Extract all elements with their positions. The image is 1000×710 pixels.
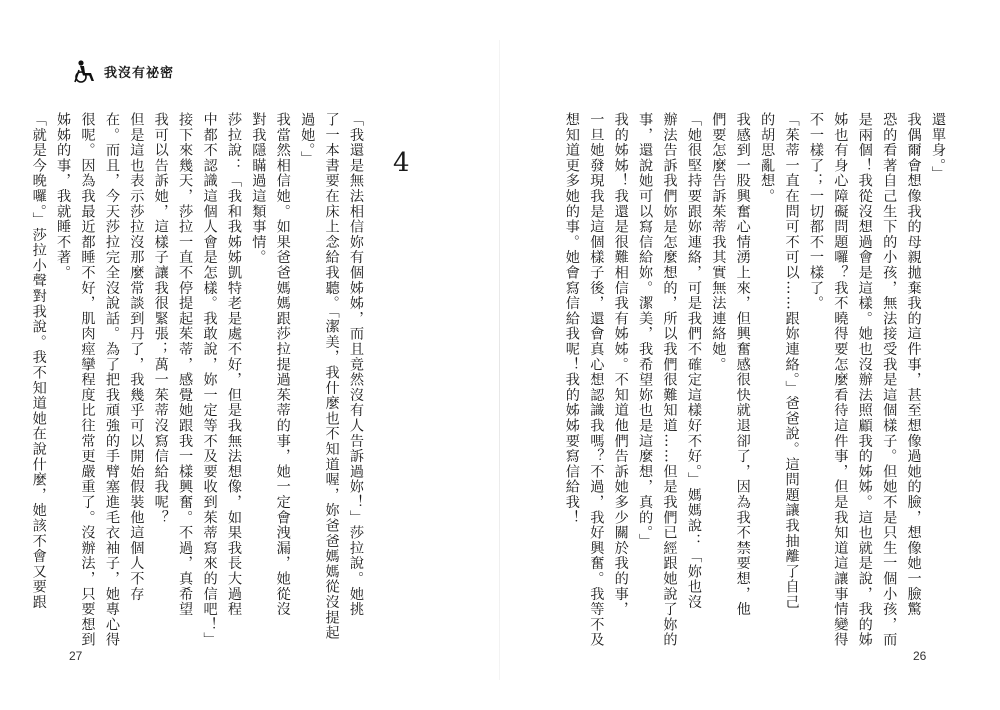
wheelchair-silhouette-icon	[72, 58, 98, 84]
text-line: 想知道更多她的事。她會寫信給我呢！我的姊姊要寫信給我！	[563, 112, 580, 526]
text-line: 接下來幾天，莎拉一直不停提起茱蒂，感覺她跟我一樣興奮。不過，真希望	[177, 112, 194, 617]
text-line: 「茱蒂一直在問可不可以……跟妳連絡。」爸爸說。這問題讓我抽離了自己	[783, 112, 800, 610]
text-line: 事，還說她可以寫信給妳。潔美，我希望妳也是這麼想，真的。」	[637, 112, 654, 549]
text-line: 們要怎麼告訴茱蒂我其實無法連絡她。	[710, 112, 727, 373]
text-line: 還單身。」	[930, 112, 946, 182]
page-number-left: 27	[69, 649, 83, 663]
text-line: 我可以告訴她，這樣子讓我很緊張；萬一茱蒂沒寫信給我呢？	[152, 112, 169, 526]
text-line: 一旦她發現我是這個樣子後，還會真心想認識我嗎？不過，我好興奮。我等不及	[588, 112, 605, 648]
page-number-right: 26	[913, 649, 927, 663]
text-line: 我偶爾會想像我的母親拋棄我的這件事，甚至想像過她的臉，想像她一臉驚	[905, 112, 922, 617]
text-line: 我當然相信她。如果爸爸媽媽跟莎拉提過茱蒂的事，她一定會洩漏，她從沒	[274, 112, 291, 617]
text-line: 我感到一股興奮心情湧上來，但興奮感很快就退卻了，因為我不禁要想，他	[734, 112, 751, 617]
page-gutter	[499, 40, 500, 680]
text-line: 是兩個！我從沒想過會是這樣。她也沒辦法照顧我的姊姊。這也就是說，我的姊	[856, 112, 873, 648]
text-line: 「就是今晚囉。」莎拉小聲對我說。我不知道她在說什麼，她該不會又要跟	[30, 112, 47, 610]
text-line: 姊姊的事，我就睡不著。	[55, 112, 72, 281]
text-line: 但是這也表示莎拉沒那麼常談到丹了，我幾乎可以開始假裝他這個人不存	[128, 112, 145, 602]
text-line: 的胡思亂想。	[759, 112, 776, 204]
text-line: 辦法告訴我們妳是怎麼想的，所以我們很難知道……但是我們已經跟她說了妳的	[661, 112, 678, 648]
text-line: 不一樣了；一切都不一樣了。	[807, 112, 824, 311]
text-line: 在。而且，今天莎拉完全沒說話。為了把我頑強的手臂塞進毛衣袖子，她專心得	[103, 112, 120, 648]
right-page-body	[563, 112, 950, 648]
running-title: 我沒有祕密	[104, 65, 175, 81]
text-line: 很呢。因為我最近都睡不好，肌肉痙攣程度比往常更嚴重了。沒辦法，只要想到	[79, 112, 96, 648]
text-line: 「她很堅持要跟妳連絡，可是我們不確定這樣好不好。」媽媽說：「妳也沒	[685, 112, 702, 610]
text-line: 過她。」	[299, 112, 316, 167]
text-line: 恐的看著自己生下的小孩，無法接受我是這個樣子。但她不是只生一個小孩，而	[881, 112, 898, 648]
text-line: 對我隱瞞過這類事情。	[250, 112, 267, 265]
text-line: 莎拉說：「我和我姊姊凱特老是處不好，但是我無法想像，如果我長大過程	[225, 112, 242, 617]
running-header	[72, 58, 174, 84]
text-line: 「我還是無法相信妳有個姊姊，而且竟然沒有人告訴過妳！」莎拉說。她挑	[348, 112, 364, 617]
text-line: 我的姊姊！我還是很難相信我有姊姊。不知道他們告訴她多少關於我的事，	[612, 112, 629, 617]
text-line: 姊也有身心障礙問題囉？我不曉得要怎麼看待這件事，但是我知道這讓事情變得	[832, 112, 849, 648]
text-line: 了一本書要在床上念給我聽。「潔美，我什麼也不知道喔，妳爸爸媽媽從沒提起	[323, 112, 340, 641]
left-page-body	[30, 112, 368, 648]
text-line: 中都不認識這個人會是怎樣。我敢說，妳一定等不及要收到茱蒂寫來的信吧！」	[201, 112, 218, 648]
chapter-number: 4	[393, 148, 410, 178]
